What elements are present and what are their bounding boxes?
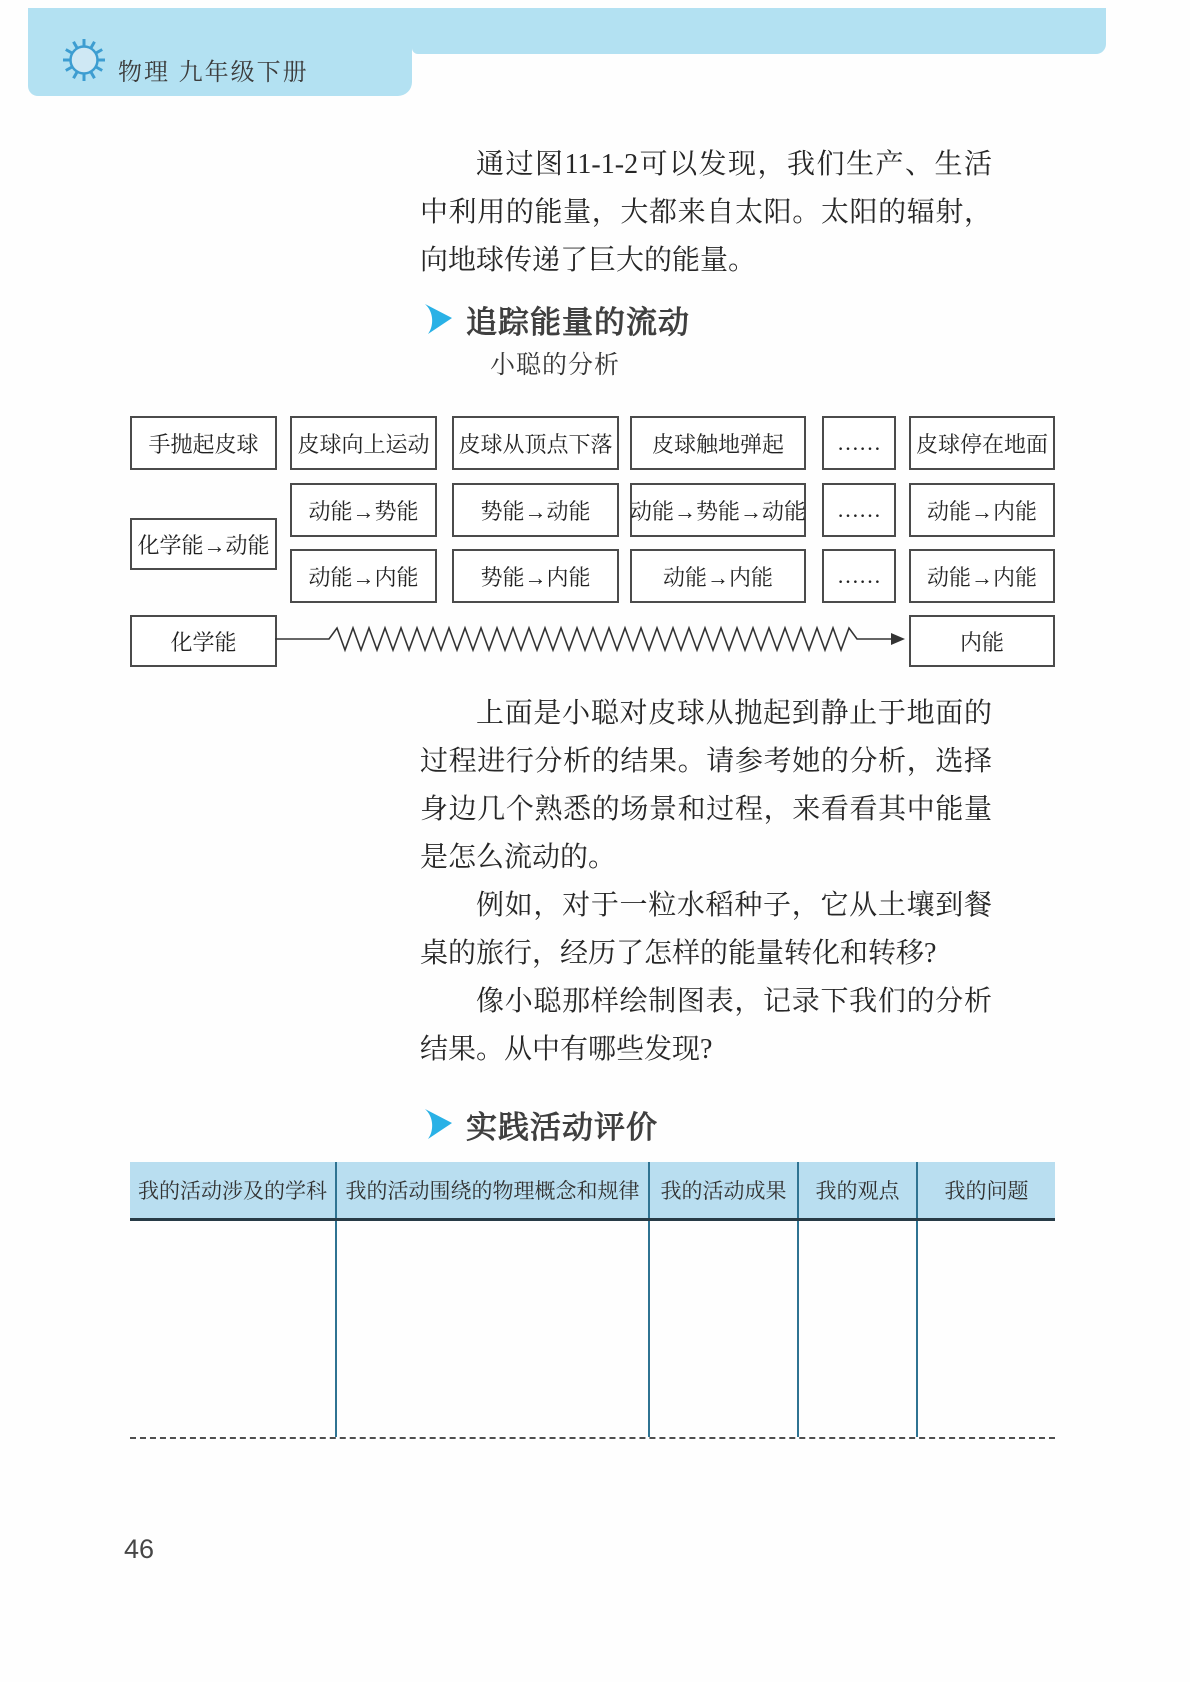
diagram-box-ball-up: 皮球向上运动 <box>290 416 437 470</box>
diagram-box-ke-ie-right3: 动能→内能 <box>909 549 1055 603</box>
diagram-box-ke-pe-ke: 动能→势能→动能 <box>630 483 806 537</box>
empty-cell <box>130 1221 337 1437</box>
paragraph-intro <box>420 141 992 285</box>
evaluation-table-header <box>130 1162 1055 1221</box>
diagram-box-ke-ie-1: 动能→内能 <box>290 549 437 603</box>
col-concepts: 我的活动围绕的物理概念和规律 <box>337 1162 650 1218</box>
diagram-box-chem-ke: 化学能→动能 <box>130 518 277 570</box>
section-arrow-icon <box>424 303 454 335</box>
paragraph-text: 例如，对于一粒水稻种子，它从土壤到餐桌的旅行，经历了怎样的能量转化和转移? <box>420 890 992 969</box>
col-results: 我的活动成果 <box>650 1162 799 1218</box>
page-number: 46 <box>124 1534 155 1564</box>
empty-cell <box>799 1221 918 1437</box>
diagram-box-ke-pe: 动能→势能 <box>290 483 437 537</box>
section-heading-activity-evaluation <box>424 1102 658 1146</box>
section-heading-energy-flow <box>424 297 690 341</box>
diagram-box-ball-fall: 皮球从顶点下落 <box>452 416 619 470</box>
diagram-box-pe-ke: 势能→动能 <box>452 483 619 537</box>
diagram-box-throw-ball: 手抛起皮球 <box>130 416 277 470</box>
paragraph-block <box>420 690 992 1074</box>
book-title: 物理 九年级下册 <box>118 59 309 86</box>
diagram-box-pe-ie: 势能→内能 <box>452 549 619 603</box>
paragraph-text: 上面是小聪对皮球从抛起到静止于地面的过程进行分析的结果。请参考她的分析，选择身边几个熟悉的场景和过程，来看看其中能量是怎么流动的。 <box>420 698 992 873</box>
diagram-box-ellipsis-2: …… <box>822 483 896 537</box>
paragraph-text: 像小聪那样绘制图表，记录下我们的分析结果。从中有哪些发现? <box>420 986 992 1065</box>
empty-cell <box>918 1221 1055 1437</box>
header-band-right <box>412 8 1106 54</box>
col-subjects: 我的活动涉及的学科 <box>130 1162 337 1218</box>
diagram-box-ellipsis-1: …… <box>822 416 896 470</box>
section-arrow-icon <box>424 1108 454 1140</box>
col-questions: 我的问题 <box>944 1180 1029 1203</box>
paragraph-text: 通过图11-1-2可以发现，我们生产、生活中利用的能量，大都来自太阳。太阳的辐射，向地球传递了巨大的能量。 <box>420 149 992 276</box>
diagram-box-ellipsis-3: …… <box>822 549 896 603</box>
diagram-box-ke-ie-2: 动能→内能 <box>630 549 806 603</box>
zigzag-arrow <box>275 623 907 655</box>
section-title: 追踪能量的流动 <box>466 304 690 340</box>
evaluation-table-body <box>130 1221 1055 1439</box>
diagram-title: 小聪的分析 <box>489 351 620 379</box>
diagram-box-internal-energy: 内能 <box>909 615 1055 667</box>
diagram-box-ke-ie-right2: 动能→内能 <box>909 483 1055 537</box>
section-title: 实践活动评价 <box>466 1109 658 1145</box>
diagram-box-ball-rest: 皮球停在地面 <box>909 416 1055 470</box>
evaluation-table <box>130 1162 1055 1439</box>
empty-cell <box>650 1221 799 1437</box>
empty-cell <box>337 1221 650 1437</box>
diagram-box-chemical-energy: 化学能 <box>130 615 277 667</box>
sun-icon <box>62 38 106 82</box>
col-opinions: 我的观点 <box>799 1162 918 1218</box>
diagram-box-ball-bounce: 皮球触地弹起 <box>630 416 806 470</box>
